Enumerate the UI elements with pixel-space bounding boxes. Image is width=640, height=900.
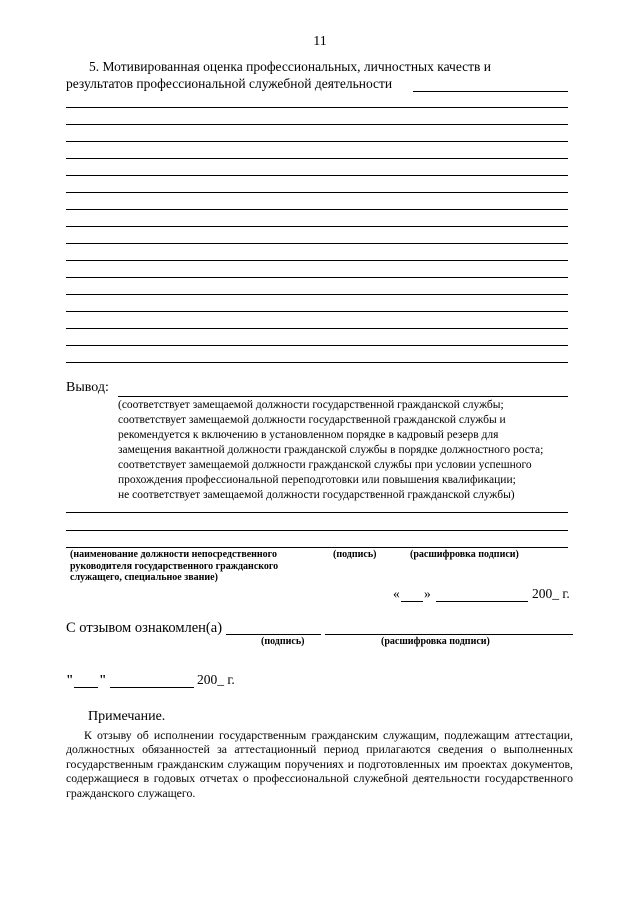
conclusion-option: соответствует замещаемой должности государственной гражданской службы и bbox=[118, 414, 506, 426]
evaluation-blank-line bbox=[66, 175, 568, 176]
evaluation-blank-line bbox=[66, 192, 568, 193]
acquainted-signature-blank bbox=[226, 634, 321, 635]
signature-block-line bbox=[66, 512, 568, 513]
date-year: 200_ г. bbox=[532, 586, 570, 601]
page-number: 11 bbox=[313, 34, 327, 49]
evaluation-blank-line bbox=[66, 362, 568, 363]
signature-block-line bbox=[66, 547, 568, 548]
acquainted-label: С отзывом ознакомлен(а) bbox=[66, 620, 223, 636]
date-close-quote: » bbox=[424, 586, 431, 601]
evaluation-blank-line bbox=[66, 294, 568, 295]
date2-month-blank bbox=[110, 687, 194, 688]
evaluation-blank-line bbox=[66, 226, 568, 227]
evaluation-blank-line bbox=[66, 311, 568, 312]
evaluation-blank-line bbox=[66, 124, 568, 125]
position-caption: (наименование должности непосредственного руководителя государственного гражданского служащего, специальное звание) bbox=[70, 549, 279, 583]
acquainted-signature-caption: (подпись) bbox=[261, 636, 305, 647]
date-open-quote: « bbox=[393, 586, 400, 601]
evaluation-blank-line bbox=[66, 277, 568, 278]
note-body bbox=[66, 728, 573, 800]
evaluation-blank-line bbox=[66, 243, 568, 244]
conclusion-option: не соответствует замещаемой должности государственной гражданской службы) bbox=[118, 489, 515, 501]
evaluation-blank-line bbox=[66, 260, 568, 261]
note-title: Примечание. bbox=[88, 709, 166, 724]
conclusion-option: замещения вакантной должности гражданской службы в порядке должностного роста; bbox=[118, 444, 544, 456]
evaluation-blank-line bbox=[66, 158, 568, 159]
decoding-caption: (расшифровка подписи) bbox=[410, 549, 519, 560]
evaluation-blank-line bbox=[66, 107, 568, 108]
date2-year: 200_ г. bbox=[197, 672, 235, 687]
conclusion-option: рекомендуется к включению в установленном порядке в кадровый резерв для bbox=[118, 429, 499, 441]
date2-day-blank bbox=[74, 687, 98, 688]
conclusion-option: соответствует замещаемой должности гражданской службы при условии успешного bbox=[118, 459, 532, 471]
evaluation-blank-line bbox=[66, 328, 568, 329]
conclusion-option: (соответствует замещаемой должности государственной гражданской службы; bbox=[118, 399, 504, 411]
evaluation-blank-line bbox=[66, 141, 568, 142]
signature-block-line bbox=[66, 530, 568, 531]
section-5-inline-blank bbox=[413, 91, 568, 92]
acquainted-decoding-blank bbox=[325, 634, 573, 635]
date2-open-quote: " bbox=[66, 672, 74, 687]
section-5-heading-line1: 5. Мотивированная оценка профессиональных, личностных качеств и bbox=[89, 59, 492, 74]
conclusion-option: прохождения профессиональной переподготовки или повышения квалификации; bbox=[118, 474, 516, 486]
signature-caption: (подпись) bbox=[333, 549, 377, 560]
section-5-heading-line2: результатов профессиональной служебной деятельности bbox=[66, 76, 393, 91]
evaluation-blank-line bbox=[66, 209, 568, 210]
date-month-blank bbox=[436, 601, 528, 602]
evaluation-blank-line bbox=[66, 345, 568, 346]
date-day-blank bbox=[401, 601, 423, 602]
note-text: К отзыву об исполнении государственным гражданским служащим, подлежащим аттестации, должностных обязанностей за аттестационный период прилагаются сведения о выполненных государственным гражданским служащим поручениях и подготовленных им проектах документов, содержащиеся в годовых отчетах о профессиональной служебной деятельности государственного гражданского служащего. bbox=[66, 728, 573, 800]
acquainted-decoding-caption: (расшифровка подписи) bbox=[381, 636, 490, 647]
conclusion-blank bbox=[118, 396, 568, 397]
conclusion-label: Вывод: bbox=[66, 380, 109, 395]
date2-close-quote: " bbox=[99, 672, 107, 687]
